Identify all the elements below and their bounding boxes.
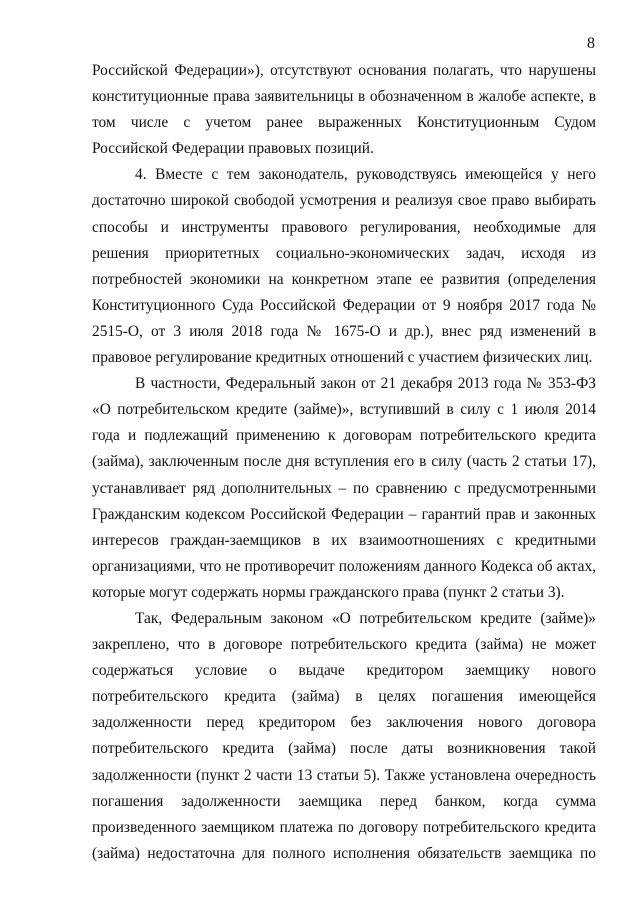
paragraph-contract-conditions: Так, Федеральным законом «О потребительском кредите (займе)» закреплено, что в договоре потребительского кредита (займа) не может содержаться условие о выдаче кредитором заемщику нового потребительского кредита (займа) в целях погашения имеющейся задолженности перед кредитором без заключения нового договора потребительского кредита (займа) после даты возникновения такой задолженности (пункт 2 части 13 статьи 5). Также установлена очередность погашения задолженности заемщика перед банком, когда сумма произведенного заемщиком платежа по договору потребительского кредита (займа) недостаточна для полного исполнения обязательств заемщика по xyxy=(92,609,596,862)
paragraph-4-legislator-discretion: 4. Вместе с тем законодатель, руководствуясь имеющейся у него достаточно широкой свободой усмотрения и реализуя свое право выбирать способы и инструменты правового регулирования, необходимые для решения приоритетных социально-экономических задач, исходя из потребностей экономики на конкретном этапе ее развития (определения Конституционного Суда Российской Федерации от 9 ноября 2017 года № 2515-О, от 3 июля 2018 года № 1675-О и др.), внес ряд изменений в правовое регулирование кредитных отношений с участием физических лиц. xyxy=(92,166,596,367)
paragraph-continuation: Российской Федерации»), отсутствуют основания полагать, что нарушены конституционные права заявительницы в обозначенном в жалобе аспекте, в том числе с учетом ранее выраженных Конституционным Судом Российской Федерации правовых позиций. xyxy=(92,62,596,158)
paragraph-consumer-credit-law: В частности, Федеральный закон от 21 декабря 2013 года № 353-ФЗ «О потребительском кредите (займе)», вступивший в силу с 1 июля 2014 года и подлежащий применению к договорам потребительского кредита (займа), заключенным после дня вступления его в силу (часть 2 статьи 17), устанавливает ряд дополнительных – по сравнению с предусмотренными Гражданским кодексом Российской Федерации – гарантий прав и законных интересов граждан-заемщиков в их взаимоотношениях с кредитными организациями, что не противоречит положениям данного Кодекса об актах, которые могут содержать нормы гражданского права (пункт 2 статьи 3). xyxy=(92,375,596,601)
document-body xyxy=(92,58,596,867)
page-number: 8 xyxy=(587,35,595,52)
